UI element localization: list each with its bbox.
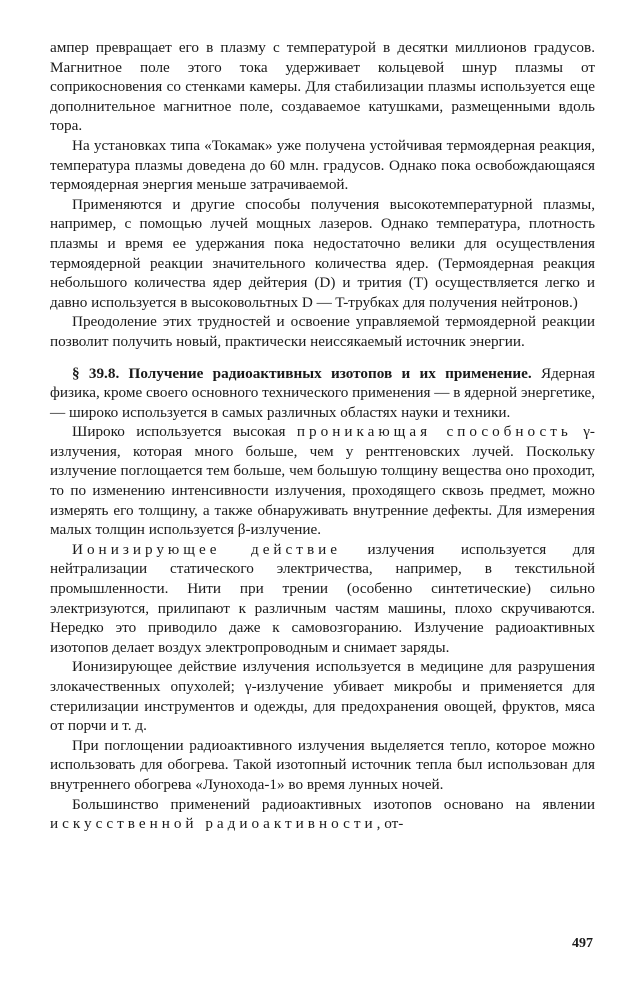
paragraph-artificial-radioactivity: [50, 795, 595, 834]
penetrating-before: Широко используется высокая: [72, 423, 297, 441]
artificial-before: Большинство применений радиоактивных изотопов основано на явлении: [72, 795, 595, 813]
paragraph-ionizing-action: [50, 540, 595, 658]
paragraph-penetrating-ability: [50, 422, 595, 540]
section-heading: § 39.8. Получение радиоактивных изотопов и их применение.: [72, 364, 532, 382]
section-39-8-intro: [50, 364, 595, 423]
penetrating-after: γ-излучения, которая много больше, чем у рентгеновских лучей. Поскольку излучение поглощается тем больше, чем большую толщину вещества оно проходит, то по изменению интенсивности излучения, проходящего сквозь предмет, можно измерять его толщину, а также обнаруживать внутренние дефекты. Для измерения малых толщин используется β-излучение.: [50, 423, 595, 539]
ionizing-after: излучения используется для нейтрализации статического электричества, например, в текстильной промышленности. Нити при трении (особенно синтетические) сильно электризуются, прилипают к различным частям машины, плохо скручиваются. Нередко это приводило даже к самовозгоранию. Излучение радиоактивных изотопов делает воздух электропроводным и снимает заряды.: [50, 540, 595, 656]
paragraph-tokamak: На установках типа «Токамак» уже получена устойчивая термоядерная реакция, температура плазмы доведена до 60 млн. градусов. Однако пока освобождающаяся термоядерная энергия меньше затрачиваемой.: [50, 136, 595, 194]
paragraph-lasers: Применяются и другие способы получения высокотемпературной плазмы, например, с помощью лучей мощных лазеров. Однако температура, плотность плазмы и время ее удержания пока недостаточно велики для осуществления термоядерной реакции значительного количества ядер. (Термоядерная реакция небольшого количества ядер дейтерия (D) и трития (T) осуществляется легко и давно используется в высоковольтных D — T-трубках для получения нейтронов.): [50, 195, 595, 311]
section-intro-text: Ядерная физика, кроме своего основного технического применения — в ядерной энергетике,— широко используется в самых различных областях науки и техники.: [50, 364, 595, 421]
page-number: 497: [572, 936, 593, 951]
artificial-spaced-term: искусственной радиоактивности: [50, 815, 377, 833]
paragraph-medicine: Ионизирующее действие излучения используется в медицине для разрушения злокачественных опухолей; γ-излучение убивает микробы и применяется для стерилизации инструментов и одежды, для предохранения овощей, фруктов, мяса от порчи и т. д.: [50, 658, 595, 735]
penetrating-spaced-term: проникающая способность: [296, 423, 572, 441]
artificial-after: , от-: [376, 815, 404, 833]
paragraph-heat-source: При поглощении радиоактивного излучения выделяется тепло, которое можно использовать для обогрева. Такой изотопный источник тепла был использован для внутреннего обогрева «Лунохода-1» во время лунных ночей.: [50, 736, 595, 793]
paragraph-plasma-tor: ампер превращает его в плазму с температурой в десятки миллионов градусов. Магнитное поле этого тока удерживает кольцевой шнур плазмы от соприкосновения со стенками камеры. Для стабилизации плазмы используется еще дополнительное магнитное поле, создаваемое катушками, размещенными вдоль тора.: [50, 39, 595, 135]
ionizing-spaced-term: Ионизирующее действие: [72, 540, 341, 558]
paragraph-energy-source: Преодоление этих трудностей и освоение управляемой термоядерной реакции позволит получить новый, практически неиссякаемый источник энергии.: [50, 313, 595, 350]
